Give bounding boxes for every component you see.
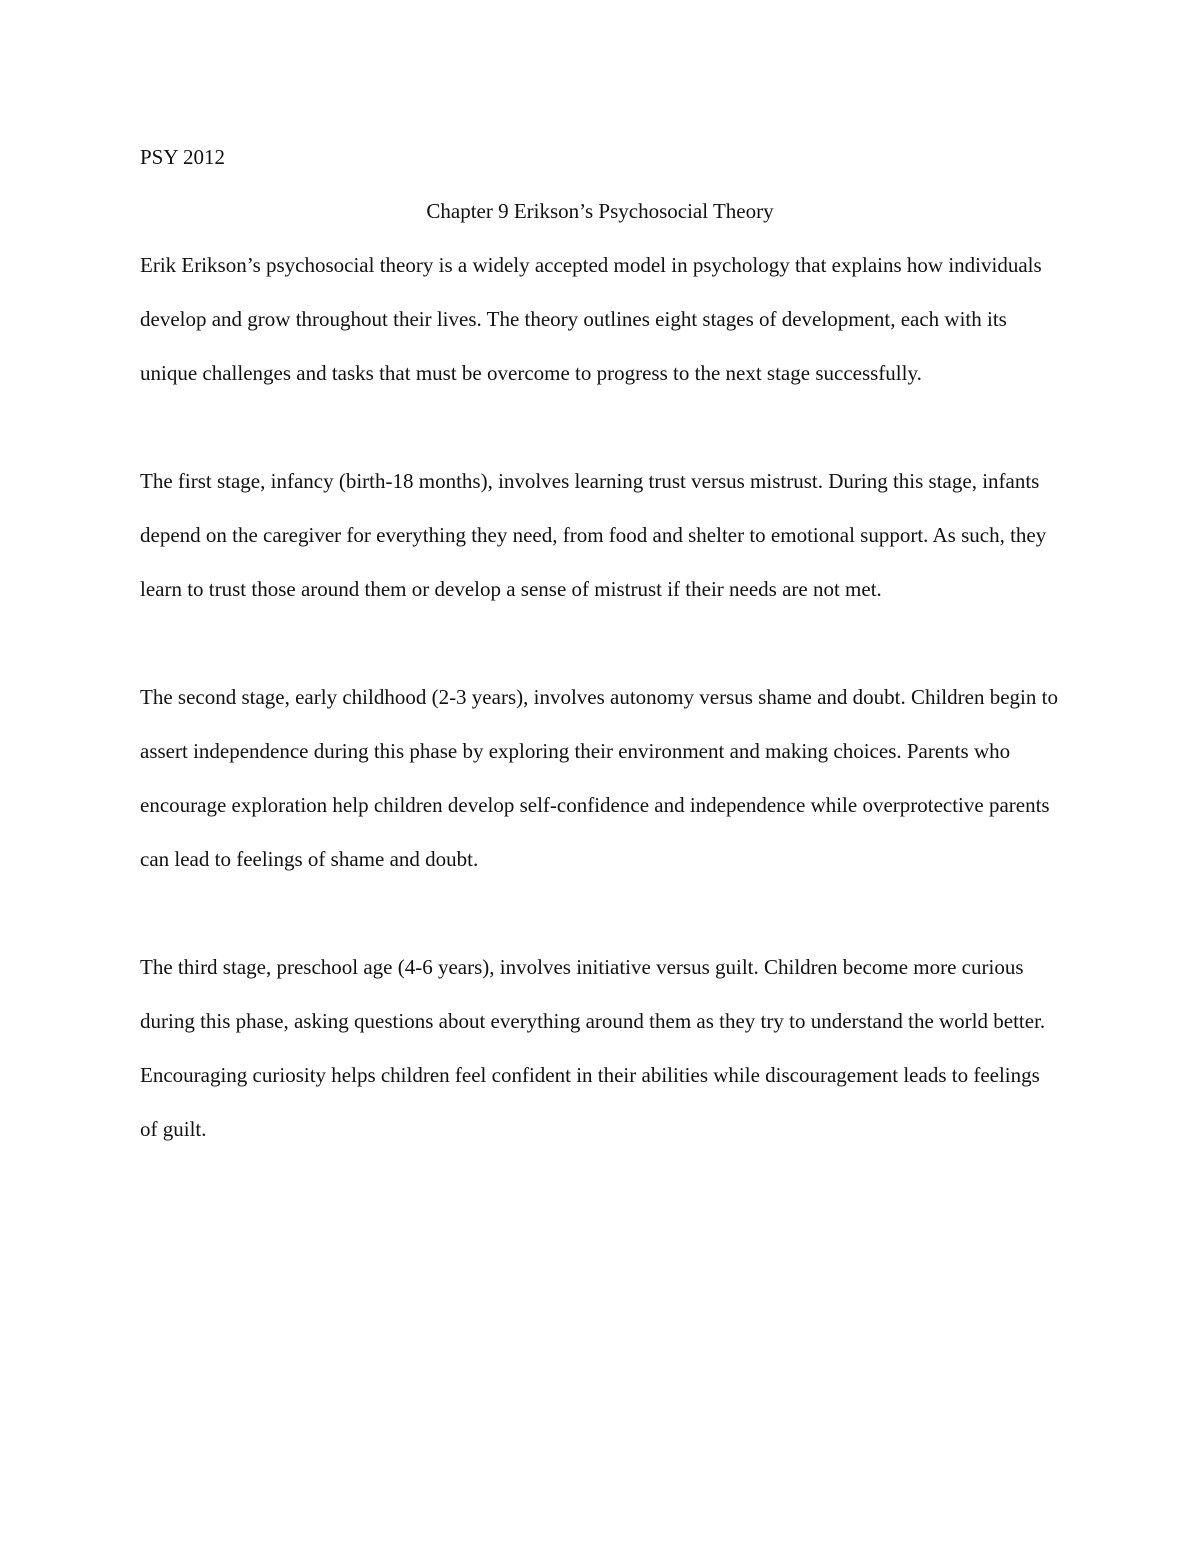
paragraph-stage-3: The third stage, preschool age (4-6 years), involves initiative versus guilt. Children become more curious during this phase, asking questions about everything around them as they try to understand the world better. Encouraging curiosity helps children feel confident in their abilities while discouragement leads to feelings of guilt. [140,955,1046,1141]
paragraph-intro: Erik Erikson’s psychosocial theory is a widely accepted model in psychology that explains how individuals develop and grow throughout their lives. The theory outlines eight stages of development, each with its unique challenges and tasks that must be overcome to progress to the next stage successfully. [140,253,1042,385]
course-code: PSY 2012 [140,145,225,169]
document-body [140,130,1060,1156]
paragraph-stage-1: The first stage, infancy (birth-18 months), involves learning trust versus mistrust. During this stage, infants depend on the caregiver for everything they need, from food and shelter to emotional support. As such, they learn to trust those around them or develop a sense of mistrust if their needs are not met. [140,469,1047,601]
paragraph-stage-2: The second stage, early childhood (2-3 years), involves autonomy versus shame and doubt. Children begin to assert independence during this phase by exploring their environment and making choices. Parents who encourage exploration help children develop self-confidence and independence while overprotective parents can lead to feelings of shame and doubt. [140,685,1058,871]
chapter-title: Chapter 9 Erikson’s Psychosocial Theory [426,199,774,223]
